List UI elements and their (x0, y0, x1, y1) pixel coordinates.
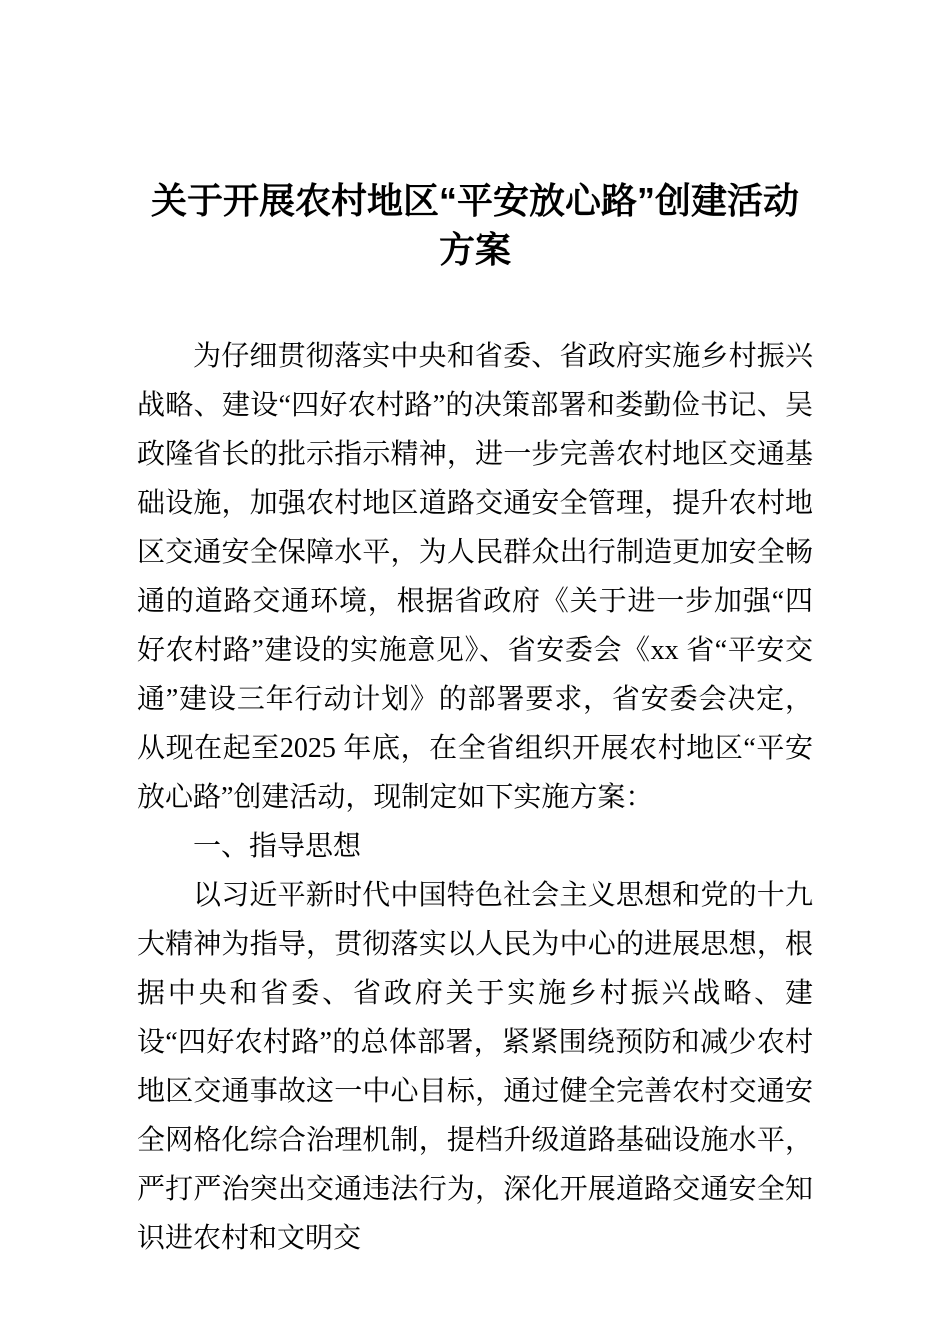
document-title: 关于开展农村地区“平安放心路”创建活动方案 (150, 180, 799, 270)
section-heading-guiding-ideology: 一、指导思想 (193, 831, 362, 862)
paragraph-intro: 为仔细贯彻落实中央和省委、省政府实施乡村振兴战略、建设“四好农村路”的决策部署和娄勤俭书记、吴政隆省长的批示指示精神，进一步完善农村地区交通基础设施，加强农村地区道路交通安全管理，提升农村地区交通安全保障水平，为人民群众出行制造更加安全畅通的道路交通环境，根据省政府《关于进一步加强“四好农村路”建设的实施意见》、省安委会《xx 省“平安交通”建设三年行动计划》的部署要求，省安委会决定，从现在起至2025 年底，在全省组织开展农村地区“平安放心路”创建活动，现制定如下实施方案： (137, 341, 813, 813)
document-body (137, 332, 813, 1263)
paragraph-guiding-ideology: 以习近平新时代中国特色社会主义思想和党的十九大精神为指导，贯彻落实以人民为中心的进展思想，根据中央和省委、省政府关于实施乡村振兴战略、建设“四好农村路”的总体部署，紧紧围绕预防和减少农村地区交通事故这一中心目标，通过健全完善农村交通安全网格化综合治理机制，提档升级道路基础设施水平，严打严治突出交通违法行为，深化开展道路交通安全知识进农村和文明交 (137, 880, 813, 1254)
